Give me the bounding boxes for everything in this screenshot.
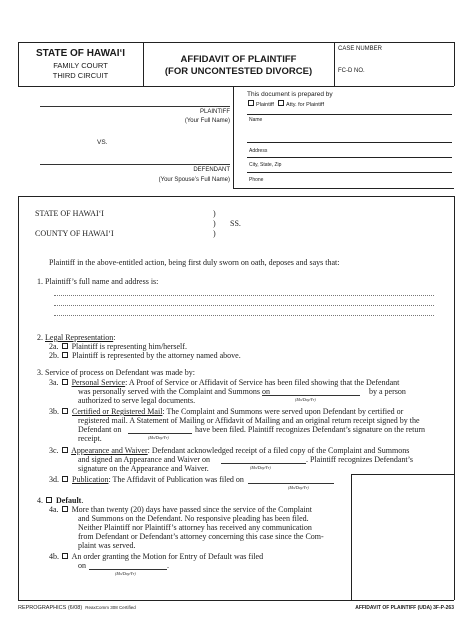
item-3a-line2-end: by a person xyxy=(369,387,406,396)
item-4a-line3: Neither Plaintiff nor Plaintiff’s attorney has received any communication xyxy=(78,523,312,532)
item-2a xyxy=(49,342,187,351)
item-3a-line2: was personally served with the Complaint and Summons on xyxy=(78,387,270,396)
certified-mail-checkbox[interactable] xyxy=(62,408,68,414)
item-3c-line2: and signed an Appearance and Waiver on xyxy=(78,455,211,464)
publication-checkbox[interactable] xyxy=(62,476,68,482)
footer-certification: ReaxComm 308 Certified xyxy=(85,605,136,610)
address-line[interactable] xyxy=(54,295,434,296)
court-name: FAMILY COURT xyxy=(53,61,108,70)
item-4b xyxy=(49,552,263,561)
item-4-heading: Default xyxy=(56,496,82,505)
address-line[interactable] xyxy=(54,305,434,306)
item-3a-line3: authorized to serve legal documents. xyxy=(78,396,196,405)
section-divider xyxy=(233,86,234,188)
venue-paren: ) xyxy=(213,209,216,218)
item-4: 4. Default. xyxy=(37,496,84,505)
item-4a-line2: and Summons on the Defendant. No responsive pleading has been filed. xyxy=(78,514,309,523)
item-4b-line2-end: . xyxy=(167,561,169,570)
item-3b-line3: Defendant on xyxy=(78,425,122,434)
intro-statement: Plaintiff in the above-entitled action, being first duly sworn on oath, deposes and says that: xyxy=(49,258,340,267)
publication-date-field[interactable] xyxy=(248,483,334,484)
circuit-name: THIRD CIRCUIT xyxy=(52,71,109,80)
item-3-label: 3. Service of process on Defendant was made by: xyxy=(37,368,195,377)
item-3a-heading: Personal Service xyxy=(71,378,126,387)
venue-paren: ) xyxy=(213,229,216,238)
item-2 xyxy=(37,333,115,342)
case-number-label: CASE NUMBER xyxy=(338,46,383,52)
item-2-colon: : xyxy=(113,333,116,342)
personal-service-date-field[interactable] xyxy=(262,395,360,396)
prepared-by-title: This document is prepared by xyxy=(247,91,333,98)
item-3b-text: : The Complaint and Summons were served upon Defendant by certified or xyxy=(162,407,404,416)
personal-service-checkbox[interactable] xyxy=(62,379,68,385)
item-1-label: 1. Plaintiff’s full name and address is: xyxy=(37,277,159,286)
item-4b-line2: on xyxy=(78,561,86,570)
item-3c-line3: signature on the Appearance and Waiver. xyxy=(78,464,209,473)
address-line[interactable] xyxy=(54,315,434,316)
venue-state: STATE OF HAWAI‘I xyxy=(35,209,104,218)
item-4a-line5: plaint was served. xyxy=(78,541,136,550)
defendant-sublabel: (Your Spouse’s Full Name) xyxy=(158,177,230,183)
date-hint: (Mo/Day/Yr) xyxy=(115,571,136,576)
state-title: STATE OF HAWAI‘I xyxy=(35,48,126,59)
prepared-by-attorney-checkbox[interactable] xyxy=(278,100,284,106)
item-2b-text: Plaintiff is represented by the attorney named above. xyxy=(72,351,241,360)
item-3c-number: 3c. xyxy=(49,446,59,455)
preparer-name-field[interactable] xyxy=(247,114,452,142)
phone-label: Phone xyxy=(249,177,264,183)
footer-form-code: REPROGRAPHICS (6/08) xyxy=(18,605,83,611)
item-3c-line2-end: . Plaintiff recognizes Defendant’s xyxy=(306,455,413,464)
date-hint: (Mo/Day/Yr) xyxy=(288,485,309,490)
item-4-number: 4. xyxy=(37,496,43,505)
defendant-name-field[interactable] xyxy=(40,164,230,165)
fc-d-number-label: FC-D NO. xyxy=(338,68,365,74)
item-3a xyxy=(49,378,399,387)
item-3d-heading: Publication xyxy=(72,475,109,484)
footer-left xyxy=(18,605,136,611)
preparer-phone-field[interactable] xyxy=(247,172,452,187)
item-4a xyxy=(49,505,312,514)
default-order-date-field[interactable] xyxy=(89,569,167,570)
item-2b-number: 2b. xyxy=(49,351,59,360)
item-3a-number: 3a. xyxy=(49,378,59,387)
venue-ss: SS. xyxy=(230,219,241,228)
prepared-by-options xyxy=(247,100,324,108)
appearance-waiver-checkbox[interactable] xyxy=(62,447,68,453)
plaintiff-name-field[interactable] xyxy=(40,106,230,107)
case-number-field[interactable] xyxy=(364,73,450,81)
item-3b-number: 3b. xyxy=(49,407,59,416)
item-4a-number: 4a. xyxy=(49,505,59,514)
item-2-number: 2. xyxy=(37,333,43,342)
footer-form-title: AFFIDAVIT OF PLAINTIFF (UDA) 3F-P-263 xyxy=(355,605,454,611)
item-3d xyxy=(49,475,244,484)
item-4b-line1: An order granting the Motion for Entry of Default was filed xyxy=(71,552,264,561)
section-bottom-rule xyxy=(233,188,454,189)
appearance-waiver-date-field[interactable] xyxy=(221,463,306,464)
prepared-by-plaintiff-checkbox[interactable] xyxy=(248,100,254,106)
default-checkbox[interactable] xyxy=(46,497,52,503)
attorney-represented-checkbox[interactable] xyxy=(62,352,68,358)
item-2-heading: Legal Representation xyxy=(45,333,114,342)
item-4b-number: 4b. xyxy=(49,552,59,561)
item-3b-heading: Certified or Registered Mail xyxy=(72,407,163,416)
versus-label: VS. xyxy=(97,139,108,146)
city-state-zip-label: City, State, Zip xyxy=(249,162,282,168)
item-2a-number: 2a. xyxy=(49,342,59,351)
defendant-label: DEFENDANT xyxy=(193,167,230,173)
return-receipt-date-field[interactable] xyxy=(128,433,192,434)
item-2b xyxy=(49,351,241,360)
item-3b-line4: receipt. xyxy=(78,434,102,443)
preparer-address-field[interactable] xyxy=(247,142,452,157)
date-hint: (Mo/Day/Yr) xyxy=(295,397,316,402)
prepared-by-attorney-label: Atty. for Plaintiff xyxy=(286,102,325,108)
item-3b xyxy=(49,407,403,416)
date-hint: (Mo/Day/Yr) xyxy=(148,435,169,440)
plaintiff-label: PLAINTIFF xyxy=(199,109,230,115)
item-3d-number: 3d. xyxy=(49,475,59,484)
no-response-checkbox[interactable] xyxy=(62,506,68,512)
preparer-city-field[interactable] xyxy=(247,157,452,172)
venue-county: COUNTY OF HAWAI‘I xyxy=(35,229,114,238)
item-3c xyxy=(49,446,409,455)
address-label: Address xyxy=(249,148,268,154)
prepared-by-plaintiff-label: Plaintiff xyxy=(256,102,274,108)
self-represented-checkbox[interactable] xyxy=(62,343,68,349)
default-order-checkbox[interactable] xyxy=(62,553,68,559)
court-stamp-box xyxy=(351,474,454,600)
item-3a-text: : A Proof of Service or Affidavit of Service has been filed showing that the Defendant xyxy=(125,378,400,387)
item-3c-heading: Appearance and Waiver xyxy=(71,446,148,455)
plaintiff-sublabel: (Your Full Name) xyxy=(184,118,230,124)
item-4a-line4: from Defendant or Defendant’s attorney concerning this case since the Com- xyxy=(78,532,324,541)
document-title: AFFIDAVIT OF PLAINTIFF xyxy=(180,54,297,65)
item-3c-text: : Defendant acknowledged receipt of a filed copy of the Complaint and Summons xyxy=(147,446,410,455)
date-hint: (Mo/Day/Yr) xyxy=(250,465,271,470)
item-3d-text: : The Affidavit of Publication was filed on xyxy=(108,475,244,484)
item-3b-line3-end: have been filed. Plaintiff recognizes Defendant’s signature on the return xyxy=(195,425,425,434)
name-label: Name xyxy=(249,117,263,123)
venue-paren: ) xyxy=(213,219,216,228)
item-2a-text: Plaintiff is representing him/herself. xyxy=(71,342,187,351)
item-3b-line2: registered mail. A Statement of Mailing or Affidavit of Mailing and an original return receipt signed by the xyxy=(78,416,420,425)
document-subtitle: (FOR UNCONTESTED DIVORCE) xyxy=(164,66,313,77)
item-4a-line1: More than twenty (20) days have passed since the service of the Complaint xyxy=(71,505,312,514)
